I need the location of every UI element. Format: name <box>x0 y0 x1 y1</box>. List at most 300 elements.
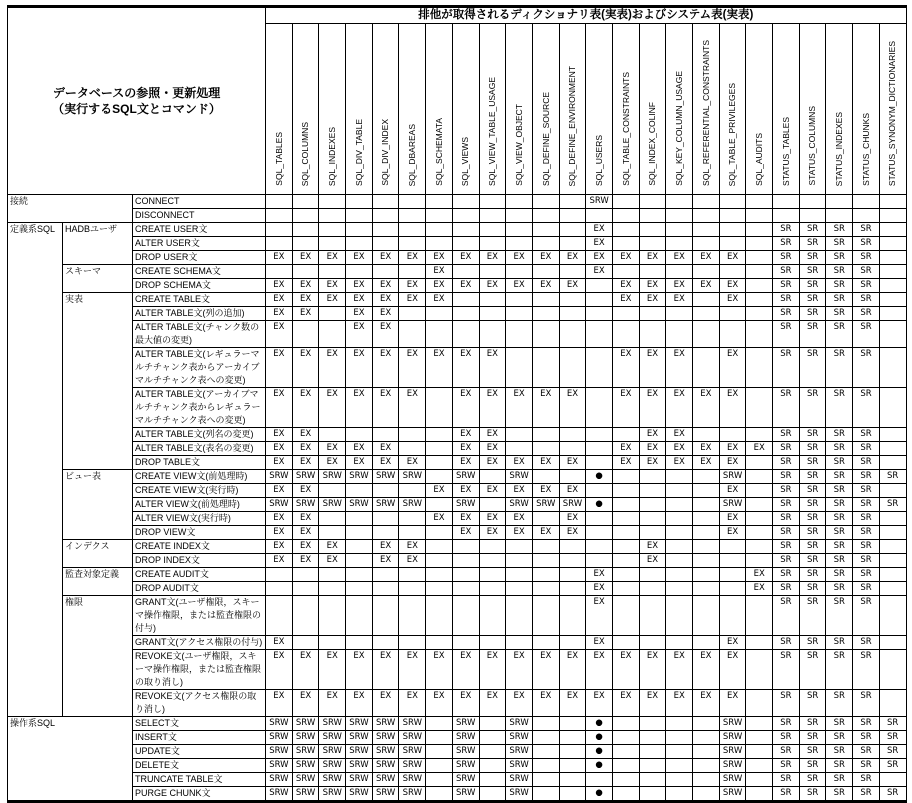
lock-cell: EX <box>372 442 399 456</box>
lock-cell: SRW <box>506 470 533 484</box>
lock-cell <box>879 209 906 223</box>
lock-cell: EX <box>559 388 586 428</box>
lock-cell <box>452 582 479 596</box>
lock-cell <box>346 195 373 209</box>
lock-cell: SR <box>799 442 826 456</box>
lock-cell <box>292 209 319 223</box>
lock-cell <box>346 554 373 568</box>
lock-cell: SRW <box>719 470 746 484</box>
lock-cell: SR <box>799 568 826 582</box>
lock-cell: SRW <box>399 731 426 745</box>
lock-cell <box>426 540 453 554</box>
lock-cell <box>266 223 293 237</box>
lock-cell <box>452 209 479 223</box>
lock-cell: SR <box>826 442 853 456</box>
lock-cell <box>506 195 533 209</box>
lock-cell <box>319 596 346 636</box>
lock-cell: EX <box>372 650 399 690</box>
lock-cell <box>506 307 533 321</box>
lock-cell: EX <box>666 650 693 690</box>
lock-cell: EX <box>319 348 346 388</box>
lock-cell: SR <box>853 759 880 773</box>
lock-cell: SRW <box>266 773 293 787</box>
lock-cell <box>693 470 720 484</box>
table-row <box>8 195 907 209</box>
lock-cell <box>426 428 453 442</box>
lock-cell: SRW <box>292 731 319 745</box>
lock-cell <box>292 265 319 279</box>
category-label: 定義系SQL <box>8 223 63 717</box>
lock-cell <box>452 636 479 650</box>
lock-cell: SR <box>826 717 853 731</box>
lock-cell <box>612 195 639 209</box>
lock-cell <box>266 195 293 209</box>
lock-cell <box>506 636 533 650</box>
lock-cell <box>532 759 559 773</box>
lock-cell: EX <box>372 348 399 388</box>
lock-cell: EX <box>452 279 479 293</box>
lock-cell: EX <box>319 554 346 568</box>
lock-cell <box>639 745 666 759</box>
lock-cell <box>452 568 479 582</box>
lock-cell: EX <box>559 279 586 293</box>
lock-cell <box>879 512 906 526</box>
lock-cell <box>879 251 906 265</box>
table-row <box>8 596 907 636</box>
lock-cell <box>879 636 906 650</box>
lock-cell <box>719 307 746 321</box>
lock-cell <box>666 321 693 348</box>
lock-cell <box>372 568 399 582</box>
lock-cell: SR <box>826 456 853 470</box>
lock-cell: EX <box>319 293 346 307</box>
lock-cell: SR <box>853 540 880 554</box>
lock-cell <box>639 582 666 596</box>
lock-cell: SR <box>853 388 880 428</box>
lock-cell <box>532 307 559 321</box>
lock-cell: EX <box>719 279 746 293</box>
lock-cell <box>346 636 373 650</box>
lock-cell <box>399 209 426 223</box>
lock-cell: SR <box>853 636 880 650</box>
lock-cell: EX <box>426 512 453 526</box>
lock-cell <box>879 554 906 568</box>
row-label: CREATE SCHEMA文 <box>133 265 266 279</box>
lock-cell <box>479 321 506 348</box>
lock-cell <box>399 237 426 251</box>
table-row <box>8 773 907 787</box>
lock-cell <box>693 773 720 787</box>
lock-cell <box>532 321 559 348</box>
lock-cell: SRW <box>266 731 293 745</box>
lock-matrix-sheet <box>7 5 906 803</box>
lock-cell: EX <box>612 279 639 293</box>
lock-cell: EX <box>319 690 346 717</box>
row-label: CREATE TABLE文 <box>133 293 266 307</box>
lock-cell: SRW <box>719 717 746 731</box>
lock-cell: EX <box>372 540 399 554</box>
lock-cell <box>612 321 639 348</box>
lock-cell <box>746 456 773 470</box>
lock-cell <box>639 759 666 773</box>
row-label: GRANT文(ユーザ権限，スキーマ操作権限，または監査権限の付与) <box>133 596 266 636</box>
lock-cell: EX <box>372 321 399 348</box>
lock-cell <box>666 773 693 787</box>
lock-cell <box>532 209 559 223</box>
lock-cell: SR <box>853 251 880 265</box>
lock-cell <box>479 773 506 787</box>
lock-cell <box>506 540 533 554</box>
lock-cell <box>506 582 533 596</box>
lock-cell <box>319 636 346 650</box>
lock-cell <box>372 484 399 498</box>
lock-cell <box>639 484 666 498</box>
subcategory-label: ビュー表 <box>63 470 133 540</box>
lock-cell <box>532 265 559 279</box>
lock-cell: EX <box>719 526 746 540</box>
lock-cell: SRW <box>506 498 533 512</box>
lock-cell: EX <box>292 428 319 442</box>
lock-cell <box>586 456 613 470</box>
lock-cell: SR <box>799 596 826 636</box>
lock-cell: SR <box>773 787 800 802</box>
lock-cell: SR <box>773 237 800 251</box>
lock-cell <box>746 690 773 717</box>
lock-cell <box>879 321 906 348</box>
lock-cell <box>639 596 666 636</box>
lock-cell: SR <box>826 690 853 717</box>
lock-cell <box>452 237 479 251</box>
lock-cell <box>399 223 426 237</box>
lock-cell <box>532 568 559 582</box>
row-label: INSERT文 <box>133 731 266 745</box>
lock-cell: ● <box>586 759 613 773</box>
lock-cell <box>639 787 666 802</box>
lock-cell <box>426 773 453 787</box>
lock-cell: EX <box>372 554 399 568</box>
lock-cell <box>746 251 773 265</box>
table-row <box>8 388 907 428</box>
lock-cell <box>426 237 453 251</box>
lock-cell: SR <box>799 348 826 388</box>
lock-cell: EX <box>639 690 666 717</box>
lock-cell <box>746 388 773 428</box>
lock-cell <box>612 731 639 745</box>
table-row <box>8 456 907 470</box>
column-header-sql_index_colinf <box>639 24 666 195</box>
lock-cell <box>719 596 746 636</box>
lock-cell: SR <box>853 498 880 512</box>
column-header-label: SQL_DBAREAS <box>407 123 418 186</box>
lock-cell: SR <box>773 745 800 759</box>
lock-cell: SR <box>773 690 800 717</box>
lock-cell <box>693 759 720 773</box>
lock-cell <box>452 293 479 307</box>
lock-cell <box>639 773 666 787</box>
lock-cell <box>746 526 773 540</box>
table-row <box>8 540 907 554</box>
lock-cell: EX <box>506 484 533 498</box>
lock-cell: EX <box>559 512 586 526</box>
lock-cell: SR <box>799 759 826 773</box>
lock-cell <box>506 265 533 279</box>
lock-cell <box>479 596 506 636</box>
lock-cell <box>426 731 453 745</box>
lock-cell <box>879 650 906 690</box>
lock-cell: ● <box>586 745 613 759</box>
table-row <box>8 251 907 265</box>
lock-cell: SR <box>799 251 826 265</box>
lock-cell <box>879 428 906 442</box>
lock-cell: EX <box>452 428 479 442</box>
lock-cell: SR <box>826 773 853 787</box>
lock-cell: ● <box>586 470 613 484</box>
column-header-label: SQL_USERS <box>593 134 604 186</box>
lock-cell <box>746 596 773 636</box>
lock-cell: EX <box>292 442 319 456</box>
lock-cell <box>666 195 693 209</box>
table-row <box>8 307 907 321</box>
lock-cell: EX <box>266 428 293 442</box>
lock-cell: EX <box>479 442 506 456</box>
lock-cell <box>346 428 373 442</box>
lock-cell <box>746 540 773 554</box>
lock-cell <box>879 582 906 596</box>
lock-cell: SR <box>826 596 853 636</box>
lock-cell <box>612 498 639 512</box>
lock-cell <box>693 321 720 348</box>
lock-cell: SRW <box>719 773 746 787</box>
lock-cell <box>479 307 506 321</box>
lock-cell: EX <box>719 650 746 690</box>
lock-cell: SR <box>799 745 826 759</box>
lock-cell <box>346 237 373 251</box>
lock-cell <box>292 321 319 348</box>
row-label: DROP INDEX文 <box>133 554 266 568</box>
lock-cell <box>479 554 506 568</box>
row-label: CREATE VIEW文(実行時) <box>133 484 266 498</box>
lock-cell <box>479 540 506 554</box>
lock-cell <box>799 195 826 209</box>
lock-cell <box>559 745 586 759</box>
lock-cell: SR <box>879 498 906 512</box>
lock-cell <box>612 773 639 787</box>
lock-cell <box>693 223 720 237</box>
lock-cell: EX <box>479 484 506 498</box>
column-header-label: SQL_SCHEMATA <box>433 118 444 186</box>
column-header-label: SQL_KEY_COLUMN_USAGE <box>673 71 684 186</box>
row-label: SELECT文 <box>133 717 266 731</box>
lock-cell: SR <box>853 293 880 307</box>
lock-cell <box>426 321 453 348</box>
table-row <box>8 759 907 773</box>
column-header-label: SQL_AUDITS <box>754 133 764 186</box>
lock-cell <box>693 526 720 540</box>
lock-cell <box>586 293 613 307</box>
lock-cell: SR <box>853 484 880 498</box>
lock-cell: SR <box>826 554 853 568</box>
lock-cell: EX <box>452 512 479 526</box>
lock-cell: EX <box>586 650 613 690</box>
lock-cell <box>666 512 693 526</box>
lock-cell: EX <box>399 388 426 428</box>
lock-cell: SRW <box>319 773 346 787</box>
lock-cell: EX <box>719 690 746 717</box>
lock-cell: SRW <box>292 498 319 512</box>
lock-cell <box>666 470 693 484</box>
lock-cell: SR <box>853 582 880 596</box>
lock-cell: EX <box>319 456 346 470</box>
column-header-sql_audits <box>746 24 773 195</box>
lock-cell: SRW <box>399 498 426 512</box>
lock-cell <box>693 582 720 596</box>
lock-cell: EX <box>292 293 319 307</box>
lock-cell: SR <box>773 650 800 690</box>
lock-cell <box>746 636 773 650</box>
lock-cell: EX <box>452 456 479 470</box>
lock-cell <box>452 321 479 348</box>
lock-cell: SR <box>799 773 826 787</box>
lock-cell: EX <box>693 690 720 717</box>
lock-cell: SRW <box>452 498 479 512</box>
lock-cell: EX <box>266 690 293 717</box>
column-header-sql_table_constraints <box>612 24 639 195</box>
lock-cell <box>559 470 586 484</box>
lock-cell: SRW <box>266 717 293 731</box>
lock-cell: EX <box>426 279 453 293</box>
lock-cell: EX <box>506 251 533 265</box>
table-row <box>8 582 907 596</box>
table-row <box>8 787 907 802</box>
lock-cell: SR <box>799 690 826 717</box>
lock-cell: SR <box>773 265 800 279</box>
lock-cell: SR <box>773 498 800 512</box>
lock-cell <box>426 526 453 540</box>
row-label: CONNECT <box>133 195 266 209</box>
lock-cell: EX <box>532 690 559 717</box>
lock-cell: SR <box>853 512 880 526</box>
lock-cell <box>719 321 746 348</box>
lock-cell: EX <box>506 388 533 428</box>
lock-cell: EX <box>292 526 319 540</box>
lock-cell <box>612 596 639 636</box>
lock-cell: EX <box>559 526 586 540</box>
subcategory-label: スキーマ <box>63 265 133 293</box>
lock-cell <box>612 787 639 802</box>
lock-cell <box>399 512 426 526</box>
lock-cell: SRW <box>452 717 479 731</box>
lock-cell <box>559 596 586 636</box>
lock-cell <box>372 512 399 526</box>
lock-cell: EX <box>292 348 319 388</box>
lock-cell: SRW <box>506 773 533 787</box>
lock-cell <box>612 540 639 554</box>
lock-cell <box>532 787 559 802</box>
lock-cell: EX <box>292 650 319 690</box>
category-label: 接続 <box>8 195 133 223</box>
lock-cell: SRW <box>292 717 319 731</box>
table-row <box>8 554 907 568</box>
lock-cell: EX <box>746 582 773 596</box>
lock-cell: EX <box>479 512 506 526</box>
lock-cell <box>319 568 346 582</box>
lock-cell: EX <box>372 456 399 470</box>
lock-cell: EX <box>452 526 479 540</box>
lock-cell <box>559 442 586 456</box>
column-header-label: STATUS_SYNONYM_DICTIONARIES <box>887 40 898 186</box>
lock-cell: EX <box>719 251 746 265</box>
lock-cell: EX <box>612 348 639 388</box>
lock-cell <box>693 596 720 636</box>
table-row <box>8 223 907 237</box>
lock-cell <box>532 731 559 745</box>
lock-cell: SR <box>773 512 800 526</box>
lock-cell: SR <box>799 636 826 650</box>
corner-header-line2: （実行するSQL文とコマンド） <box>52 102 221 116</box>
lock-cell <box>666 498 693 512</box>
row-label: CREATE INDEX文 <box>133 540 266 554</box>
lock-cell <box>666 209 693 223</box>
lock-cell <box>719 237 746 251</box>
column-header-label: STATUS_CHUNKS <box>860 113 871 186</box>
lock-cell <box>372 526 399 540</box>
lock-cell: EX <box>586 251 613 265</box>
lock-cell <box>586 540 613 554</box>
lock-cell <box>532 195 559 209</box>
row-label: PURGE CHUNK文 <box>133 787 266 802</box>
lock-cell <box>479 787 506 802</box>
lock-cell: EX <box>399 293 426 307</box>
lock-cell <box>559 293 586 307</box>
lock-cell <box>426 582 453 596</box>
lock-cell: EX <box>666 428 693 442</box>
lock-cell: SR <box>773 293 800 307</box>
lock-cell: SRW <box>372 787 399 802</box>
lock-cell <box>452 307 479 321</box>
lock-cell: EX <box>506 279 533 293</box>
lock-cell <box>639 265 666 279</box>
lock-cell: EX <box>266 484 293 498</box>
lock-cell <box>559 540 586 554</box>
lock-cell <box>266 596 293 636</box>
lock-cell <box>399 307 426 321</box>
lock-cell: EX <box>319 251 346 265</box>
lock-cell: EX <box>693 279 720 293</box>
lock-cell: SRW <box>346 759 373 773</box>
lock-cell: EX <box>639 348 666 388</box>
lock-cell: EX <box>666 456 693 470</box>
lock-cell <box>693 568 720 582</box>
lock-cell: SRW <box>346 470 373 484</box>
lock-cell: SR <box>853 237 880 251</box>
lock-cell: EX <box>719 512 746 526</box>
lock-cell: EX <box>452 650 479 690</box>
lock-cell <box>426 717 453 731</box>
lock-cell <box>319 582 346 596</box>
lock-cell <box>586 484 613 498</box>
lock-cell: EX <box>452 442 479 456</box>
lock-cell <box>532 745 559 759</box>
lock-cell: EX <box>346 388 373 428</box>
lock-cell: EX <box>746 568 773 582</box>
lock-cell <box>639 717 666 731</box>
lock-cell: SRW <box>372 717 399 731</box>
lock-cell: EX <box>532 526 559 540</box>
corner-header-line1: データベースの参照・更新処理 <box>52 86 221 100</box>
lock-cell: EX <box>693 650 720 690</box>
lock-cell <box>666 636 693 650</box>
lock-cell <box>479 223 506 237</box>
